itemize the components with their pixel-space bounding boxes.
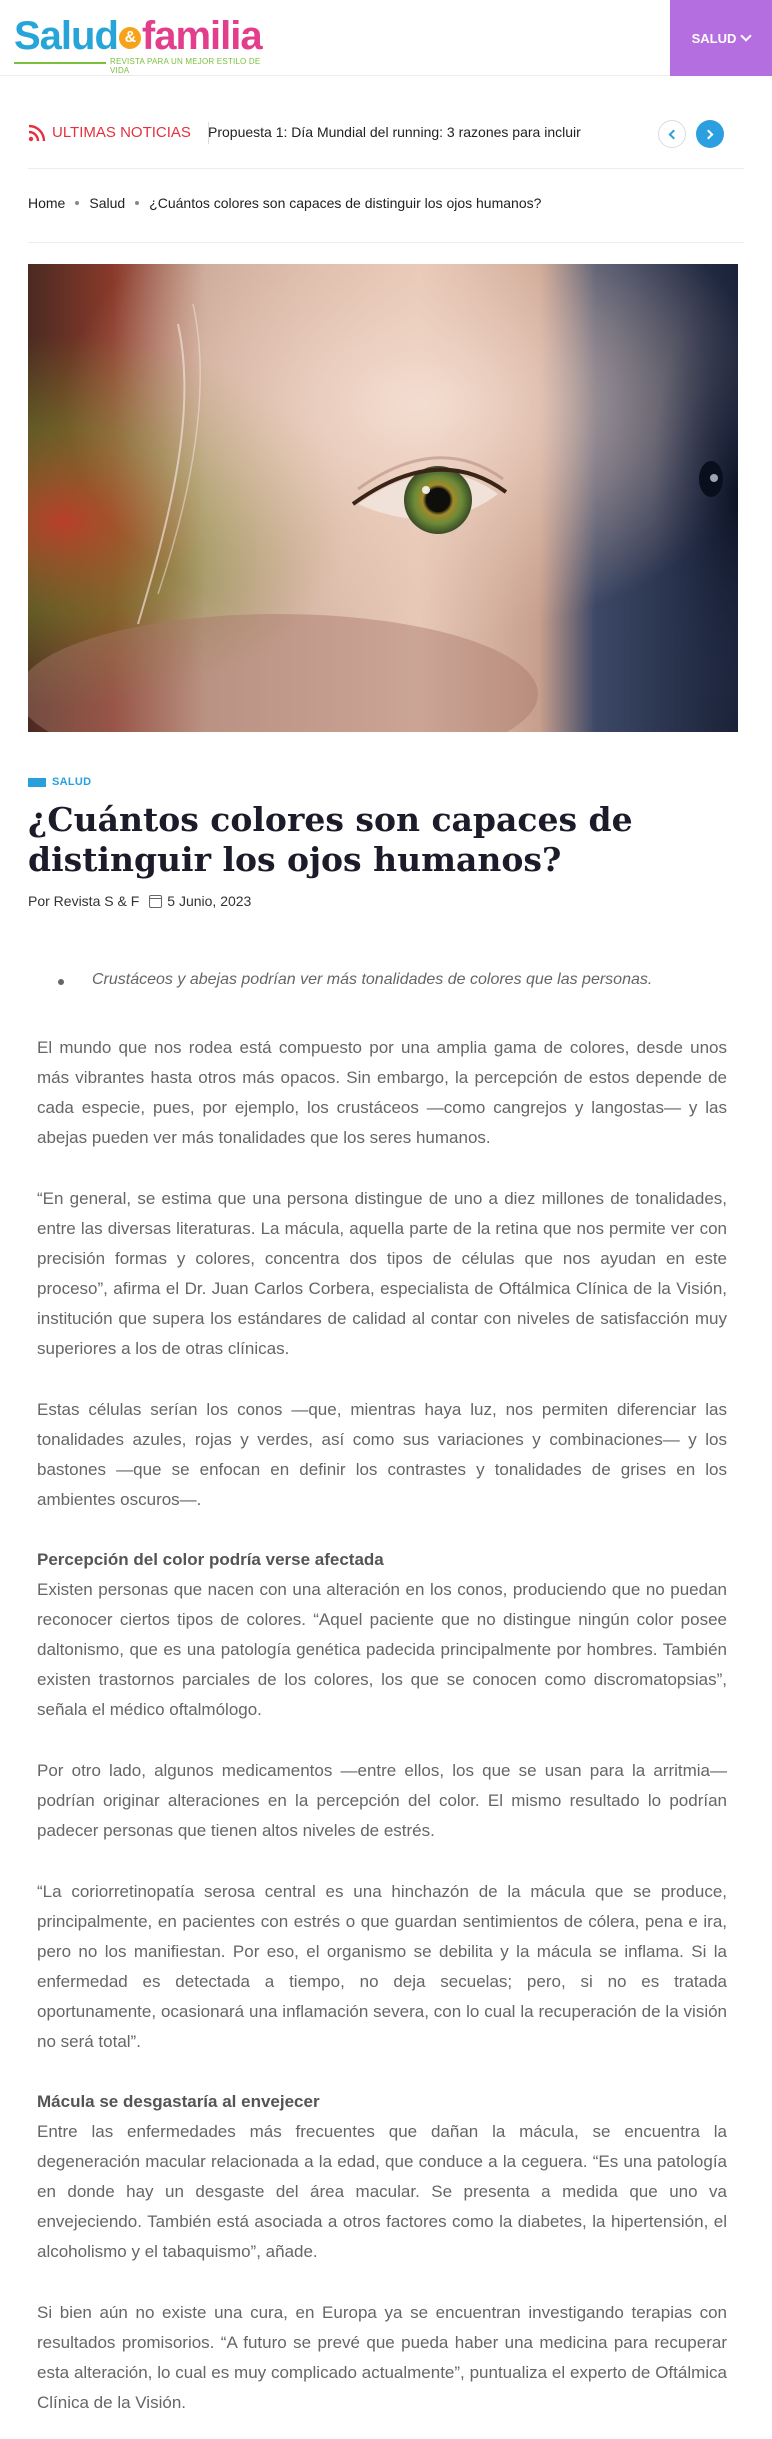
logo-underline xyxy=(14,62,106,64)
bullet-icon xyxy=(58,979,64,985)
article-date-wrap xyxy=(149,893,251,909)
subheading-text: Mácula se desgastaría al envejecer xyxy=(37,2092,320,2111)
calendar-icon xyxy=(149,895,162,908)
breadcrumb-salud-link[interactable]: Salud xyxy=(89,195,126,211)
article-paragraph: Existen personas que nacen con una alteración en los conos, produciendo que no puedan reconocer ciertos tipos de colores. “Aquel paciente que no distingue ningún color posee daltonismo, que es una patología genética padecida principalmente por hombres. También existen trastornos parciales de los colores, los que se conocen como discromatopsias”, señala el médico oftalmólogo. xyxy=(37,1580,727,1719)
article-summary xyxy=(58,971,718,989)
breadcrumb-separator xyxy=(135,201,139,205)
article-paragraph: Si bien aún no existe una cura, en Europa ya se encuentran investigando terapias con resultados promisorios. “A futuro se prevé que pueda haber una medicina para recuperar esta alteración, lo cual es muy complicado actualmente”, puntualiza el experto de Oftálmica Clínica de la Visión. xyxy=(37,2303,727,2412)
category-menu-button[interactable] xyxy=(670,0,772,76)
category-label: SALUD xyxy=(52,776,92,788)
logo-tagline: REVISTA PARA UN MEJOR ESTILO DE VIDA xyxy=(110,57,261,75)
summary-text: Crustáceos y abejas podrían ver más tonalidades de colores que las personas. xyxy=(92,971,653,988)
article-paragraph: Por otro lado, algunos medicamentos —entre ellos, los que se usan para la arritmia— podrían originar alteraciones en la percepción del color. El mismo resultado lo podrían padecer personas que tienen altos niveles de estrés. xyxy=(37,1761,727,1840)
breadcrumb xyxy=(28,195,541,211)
article-category-badge[interactable] xyxy=(28,776,91,788)
logo-ampersand: & xyxy=(119,27,141,49)
article-paragraph: Estas células serían los conos —que, mientras haya luz, nos permiten diferenciar las tonalidades azules, rojas y verdes, así como sus variaciones y combinaciones— y los bastones —que se enfocan en definir los contrastes y tonalidades de grises en los ambientes oscuros—. xyxy=(37,1400,727,1509)
article-subheading xyxy=(37,1545,727,1575)
divider xyxy=(28,168,744,169)
ticker-next-button[interactable] xyxy=(696,120,724,148)
article-hero-image xyxy=(28,264,738,732)
rss-icon xyxy=(28,124,46,142)
logo-familia-text: familia xyxy=(141,14,262,58)
news-ticker xyxy=(28,110,744,158)
divider xyxy=(28,242,744,243)
article-paragraph: “La coriorretinopatía serosa central es una hinchazón de la mácula que se produce, principalmente, en pacientes con estrés o que guardan sentimientos de cólera, pena e ira, pero no los manifiestan. Por eso, el organismo se debilita y la mácula se inflama. Si la enfermedad es detectada a tiempo, no deja secuelas; pero, si no es tratada oportunamente, ocasionará una inflamación severa, con lo cual la recuperación de la visión no será total”. xyxy=(37,1882,727,2051)
site-header xyxy=(0,0,772,76)
chevron-down-icon xyxy=(741,30,752,41)
article-paragraph: Entre las enfermedades más frecuentes que dañan la mácula, se encuentra la degeneración macular relacionada a la edad, que conduce a la ceguera. “Es una patología en donde hay un desgaste del área macular. Se presenta a medida que uno va envejeciendo. También está asociada a otros factores como la diabetes, la hipertensión, el alcoholismo y el tabaquismo”, añade. xyxy=(37,2122,727,2261)
logo-salud-text: Salud xyxy=(14,14,118,58)
chevron-left-icon xyxy=(669,129,679,139)
ticker-label: ULTIMAS NOTICIAS xyxy=(52,124,191,141)
article-author[interactable]: Por Revista S & F xyxy=(28,893,140,909)
article-meta xyxy=(28,893,251,909)
breadcrumb-home-link[interactable]: Home xyxy=(28,195,66,211)
article-paragraph: “En general, se estima que una persona distingue de uno a diez millones de tonalidades, entre las diversas literaturas. La mácula, aquella parte de la retina que nos permite ver con precisión formas y colores, concentra dos tipos de células que nos ayudan en este proceso”, afirma el Dr. Juan Carlos Corbera, especialista de Oftálmica Clínica de la Visión, institución que supera los estándares de calidad al contar con niveles de satisfacción muy superiores a los de otras clínicas. xyxy=(37,1189,727,1358)
ticker-prev-button[interactable] xyxy=(658,120,686,148)
site-logo[interactable] xyxy=(14,14,274,75)
chevron-right-icon xyxy=(704,129,714,139)
category-menu-label: SALUD xyxy=(691,30,737,46)
article-paragraph: El mundo que nos rodea está compuesto por una amplia gama de colores, desde unos más vibrantes hasta otros más opacos. Sin embargo, la percepción de estos depende de cada especie, pues, por ejemplo, los crustáceos —como cangrejos y langostas— y las abejas pueden ver más tonalidades que los seres humanos. xyxy=(37,1038,727,1147)
breadcrumb-current: ¿Cuántos colores son capaces de distinguir los ojos humanos? xyxy=(149,195,542,211)
article-title: ¿Cuántos colores son capaces de distinguir los ojos humanos? xyxy=(28,800,633,879)
article-subheading xyxy=(37,2087,727,2117)
eye-closeup-photo xyxy=(28,264,738,732)
article-date: 5 Junio, 2023 xyxy=(167,893,252,909)
subheading-text: Percepción del color podría verse afectada xyxy=(37,1550,384,1569)
ticker-headline-link[interactable]: Propuesta 1: Día Mundial del running: 3 razones para incluir xyxy=(208,124,581,140)
category-color-bar xyxy=(28,778,46,787)
breadcrumb-separator xyxy=(75,201,79,205)
